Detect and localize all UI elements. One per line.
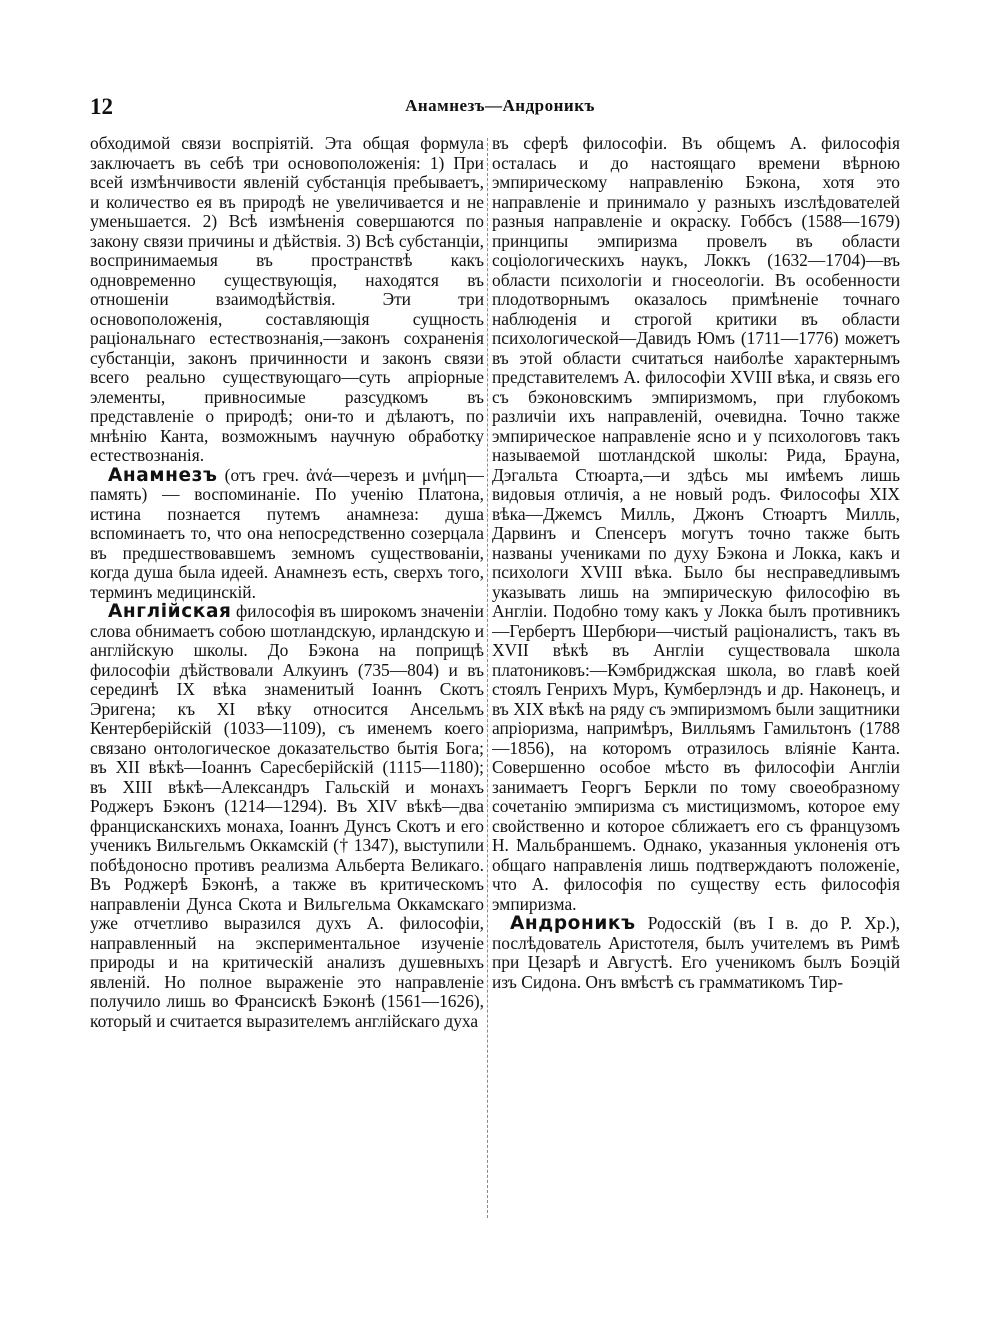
running-head: Анамнезъ—Андроникъ — [405, 96, 595, 115]
page-number: 12 — [90, 94, 113, 119]
page-header — [90, 94, 910, 124]
continued-paragraph-right: въ сферѣ философіи. Въ общемъ А. философія осталась и до настоящаго времени вѣрною эмпирическому направленію Бэкона, хотя это направленіе и принимало у разныхъ изслѣдователей разныя направленіе и окраску. Гоббсъ (1588—1679) принципы эмпиризма провелъ въ области соціологическихъ наукъ, Локкъ (1632—1704)—въ области психологіи и гносеологіи. Въ особенности плодотворнымъ оказалось примѣненіе точнаго наблюденія и строгой критики въ области психологической—Давидъ Юмъ (1711—1776) можетъ въ этой области считаться наиболѣе характернымъ представителемъ А. философіи XVIII вѣка, и связь его съ бэконовскимъ эмпиризмомъ, при глубокомъ различіи ихъ направленій, очевидна. Точно также эмпирическое направленіе ясно и у психологовъ такъ называемой шотландской школы: Рида, Брауна, Дэгальта Стюарта,—и здѣсь мы имѣемъ лишь видовыя отличія, а не новый родъ. Философы XIX вѣка—Джемсъ Милль, Джонъ Стюартъ Милль, Дарвинъ и Спенсеръ могутъ точно также быть названы учениками по духу Бэкона и Локка, какъ и психологи XVIII вѣка. Было бы несправедливымъ указывать лишь на эмпирическую философію въ Англіи. Подобно тому какъ у Локка былъ противникъ—Гербертъ Шербюри—чистый раціоналистъ, такъ въ XVII вѣкѣ въ Англіи существовала школа платониковъ:—Кэмбриджская школа, во главѣ коей стоялъ Генрихъ Муръ, Кумберлэндъ и др. Наконецъ, и въ XIX вѣкѣ на ряду съ эмпиризмомъ были защитники апріоризма, напримѣръ, Вилльямъ Гамильтонъ (1788—1856), на которомъ отразилось вліяніе Канта. Совершенно особое мѣсто въ философіи Англіи занимаетъ Георгъ Беркли по тому своеобразному сочетанію эмпиризма съ мистицизмомъ, которое ему свойственно и которое сближаетъ его съ французомъ Н. Мальбраншемъ. Однако, указанныя уклоненія отъ общаго направленія лишь подтверждаютъ положеніе, что А. философія по существу есть философія эмпиризма. — [492, 134, 900, 914]
left-column — [90, 134, 484, 1031]
entry-angliyskaya — [90, 602, 484, 1031]
right-column — [492, 134, 900, 992]
column-divider — [487, 138, 488, 1218]
headword-andronik: Андроникъ — [510, 913, 636, 934]
headword-anamnez: Анамнезъ — [108, 464, 218, 486]
continued-paragraph: обходимой связи воспріятій. Эта общая формула заключаетъ въ себѣ три основоположенія: 1) При всей измѣнчивости явленій субстанція пребываетъ, и количество ея въ природѣ не увеличивается и не уменьшается. 2) Всѣ измѣненія совершаются по закону связи причины и дѣйствія. 3) Всѣ субстанціи, воспринимаемыя въ пространствѣ какъ одновременно существующія, находятся въ отношеніи взаимодѣйствія. Эти три основоположенія, составляющія сущность раціональнаго естествознанія,—законъ сохраненія субстанціи, законъ причинности и законъ связи всего реально существующаго—суть апріорные элементы, привносимые разсудкомъ въ представленіе о природѣ; они-то и дѣлаютъ, по мнѣнію Канта, возможнымъ научную обработку естествознанія. — [90, 134, 484, 465]
entry-anamnez — [90, 466, 484, 603]
entry-andronik — [492, 914, 900, 992]
entry-angliyskaya-text: философія въ широкомъ значеніи слова обнимаетъ собою шотландскую, ирландскую и англійскую школы. До Бэкона на поприщѣ философіи дѣйствовали Алкуинъ (735—804) и въ серединѣ IX вѣка знаменитый Іоаннъ Скотъ Эригена; къ XI вѣку относится Ансельмъ Кентерберійскій (1033—1109), съ именемъ коего связано онтологическое доказательство бытія Бога; въ XII вѣкѣ—Іоаннъ Сaресберійскій (1115—1180); въ XIII вѣкѣ—Александръ Гальскій и монахъ Роджеръ Бэконъ (1214—1294). Въ XIV вѣкѣ—два францисканскихъ монаха, Іоаннъ Дунсъ Скотъ и его ученикъ Вильгельмъ Оккамскій († 1347), выступили побѣдоносно противъ реализма Альберта Великаго. Въ Роджерѣ Бэконѣ, а также въ критическомъ направленіи Дунса Скота и Вильгельма Оккамскаго уже отчетливо выразился духъ А. философіи, направленный на экспериментальное изученіе природы и на критическій анализъ душевныхъ явленій. Но полное выраженіе это направленіе получило лишь во Франсискѣ Бэконѣ (1561—1626), который и считается выразителемъ англійскаго духа — [90, 601, 484, 1031]
headword-angliyskaya: Англійская — [108, 601, 232, 622]
entry-anamnez-text: (отъ греч. ἀνά—черезъ и μνήμη—память) — воспоминаніе. По ученію Платона, истина познается путемъ анамнеза: душа вспоминаетъ то, что она непосредственно созерцала въ предшествовавшемъ земномъ существованіи, когда душа была идеей. Анамнезъ есть, сверхъ того, терминъ медицинскій. — [90, 464, 484, 602]
entry-andronik-text: Родосскій (въ I в. до Р. Хр.), послѣдователь Аристотеля, былъ учителемъ въ Римѣ при Цезарѣ и Августѣ. Его ученикомъ былъ Боэцій изъ Сидона. Онъ вмѣстѣ съ грамматикомъ Тир- — [492, 913, 900, 992]
